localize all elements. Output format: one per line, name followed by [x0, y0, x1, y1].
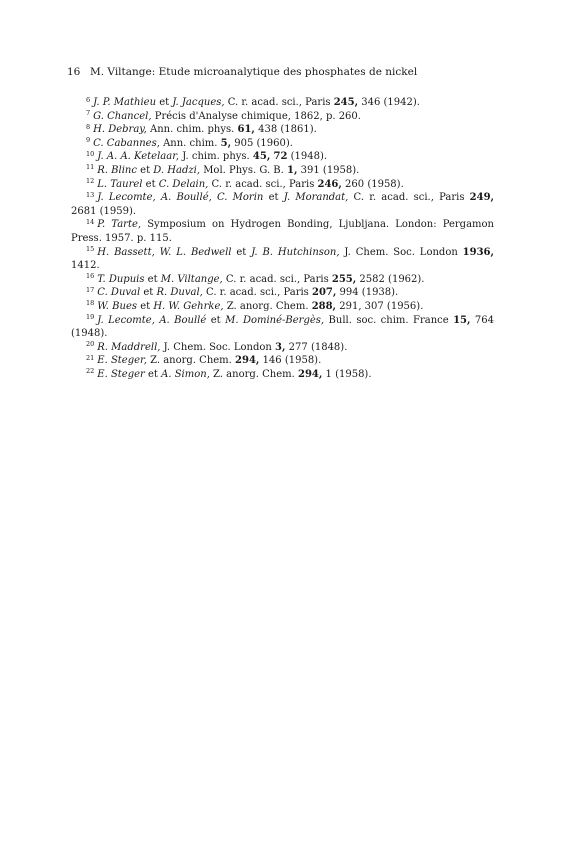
citation-text: 391 (1958). [297, 164, 360, 176]
citation-text: C. r. acad. sci., Paris [224, 97, 334, 108]
citation-text: (1948). [287, 151, 328, 163]
citation-text: 2681 (1959). [71, 205, 137, 217]
citation-text: J. chim. phys. [179, 151, 253, 163]
reference-entry [71, 96, 494, 110]
reference-number: 16 [86, 272, 95, 281]
reference-number: 10 [86, 149, 95, 158]
citation-text: 277 (1848). [285, 341, 348, 353]
reference-number: 15 [86, 245, 95, 254]
author-names: E. Steger [97, 368, 145, 380]
citation-text: Bull. soc. chim. France [324, 314, 454, 326]
reference-entry [71, 218, 494, 245]
citation-text: J. Chem. Soc. London [160, 341, 276, 353]
volume-number: 1, [287, 164, 298, 176]
reference-number: 21 [86, 353, 95, 362]
volume-number: 255, [331, 273, 357, 285]
page-number: 16 [67, 66, 81, 78]
reference-entry [71, 246, 494, 273]
volume-number: 207, [312, 287, 337, 299]
citation-text: et [137, 300, 154, 312]
author-names: A. Simon, [161, 368, 210, 380]
reference-number: 20 [86, 340, 95, 349]
reference-entry [71, 110, 494, 124]
volume-number: 15, [453, 314, 471, 326]
reference-number: 14 [86, 217, 95, 226]
author-names: J. Lecomte, A. Boullé [97, 314, 207, 326]
author-names: J. Lecomte, A. Boullé, C. Morin [97, 192, 264, 204]
author-names: R. Blinc [97, 164, 137, 176]
running-title: M. Viltange: Etude microanalytique des phosphates de nickel [90, 66, 418, 78]
citation-text: Mol. Phys. G. B. [200, 164, 288, 176]
citation-text: Précis d'Analyse chimique, 1862, p. 260. [151, 110, 361, 122]
volume-number: 245, [333, 97, 359, 108]
citation-text: 346 (1942). [358, 97, 420, 108]
citation-text: 260 (1958). [341, 178, 404, 190]
reference-number: 8 [86, 122, 91, 131]
author-names: E. Steger, [97, 355, 147, 367]
reference-number: 13 [86, 190, 95, 199]
running-header [67, 66, 507, 78]
reference-number: 18 [86, 299, 95, 308]
citation-text: 1 (1958). [322, 368, 372, 380]
citation-text: Ann. chim. [159, 137, 221, 149]
author-names: J. A. A. Ketelaar, [97, 151, 180, 163]
author-names: L. Taurel [97, 178, 143, 190]
citation-text: et [140, 287, 157, 299]
citation-text: J. Chem. Soc. London [339, 246, 463, 258]
reference-entry [71, 368, 494, 382]
reference-entry [71, 150, 494, 164]
volume-number: 246, [317, 178, 342, 190]
reference-number: 19 [86, 313, 95, 321]
reference-entry [71, 341, 494, 355]
citation-text: et [144, 368, 162, 380]
author-names: R. Maddrell, [97, 341, 161, 353]
citation-text: 905 (1960). [231, 137, 293, 149]
author-names: D. Hadzi, [153, 164, 201, 176]
citation-text: et [144, 273, 161, 285]
reference-entry [71, 286, 494, 300]
author-names: H. W. Gehrke, [153, 300, 224, 312]
reference-entry [71, 191, 494, 218]
citation-text: Symposium on Hydrogen Bonding, Ljubljana. London: Pergamon Press. 1957. p. 115. [71, 219, 494, 244]
reference-entry [71, 123, 494, 137]
volume-number: 1936, [462, 246, 494, 258]
reference-number: 9 [86, 136, 91, 145]
citation-text: C. r. acad. sci., Paris [208, 178, 318, 190]
author-names: H. Bassett, W. L. Bedwell [97, 246, 232, 258]
reference-entry [71, 300, 494, 314]
citation-text: 146 (1958). [259, 355, 322, 367]
author-names: P. Tarte, [97, 219, 142, 231]
author-names: W. Bues [97, 300, 138, 312]
citation-text: et [263, 192, 284, 204]
reference-number: 22 [86, 367, 95, 376]
author-names: C. Delain, [158, 178, 209, 190]
reference-number: 12 [86, 177, 95, 186]
reference-entry [71, 178, 494, 192]
citation-text: et [136, 164, 154, 176]
volume-number: 72 [273, 151, 288, 163]
reference-list [71, 96, 494, 381]
author-names: M. Dominé-Bergès, [225, 314, 325, 326]
citation-text: 2582 (1962). [356, 273, 425, 285]
citation-text: 291, 307 (1956). [336, 300, 424, 312]
author-names: T. Dupuis [97, 273, 145, 285]
citation-text: C. r. acad. sci., Paris [202, 287, 312, 299]
reference-number: 17 [86, 285, 95, 294]
volume-number: 61, [237, 124, 255, 136]
author-names: G. Chancel, [93, 110, 152, 122]
citation-text: Z. anorg. Chem. [209, 368, 298, 380]
reference-entry [71, 314, 494, 341]
author-names: J. B. Hutchinson, [251, 246, 340, 258]
citation-text: 764 (1948). [71, 314, 495, 340]
author-names: J. Morandat, [283, 192, 349, 204]
author-names: C. Duval [97, 287, 141, 299]
reference-number: 6 [86, 95, 91, 104]
citation-text: et [206, 314, 226, 326]
volume-number: 5, [220, 137, 232, 149]
reference-entry [71, 273, 494, 287]
volume-number: 288, [311, 300, 337, 312]
volume-number: 294, [235, 355, 260, 367]
volume-number: 294, [298, 368, 323, 380]
reference-number: 7 [86, 109, 91, 118]
citation-text: 994 (1938). [336, 287, 399, 299]
citation-text: et [231, 246, 252, 258]
volume-number: 3, [275, 341, 286, 353]
citation-text: et [156, 97, 173, 108]
author-names: R. Duval, [156, 287, 203, 299]
reference-entry [71, 354, 494, 368]
author-names: J. Jacques, [172, 97, 225, 108]
author-names: C. Cabannes, [93, 137, 160, 149]
citation-text: Z. anorg. Chem. [146, 355, 236, 367]
volume-number: 249, [469, 192, 495, 204]
citation-text: 1412. [71, 260, 100, 272]
author-names: M. Viltange, [160, 273, 223, 285]
citation-text: Z. anorg. Chem. [223, 300, 312, 312]
reference-entry [71, 137, 494, 151]
reference-number: 11 [86, 163, 95, 172]
author-names: H. Debray, [93, 124, 147, 136]
citation-text: C. r. acad. sci., Paris [222, 273, 332, 285]
citation-text: Ann. chim. phys. [146, 124, 238, 136]
citation-text: 438 (1861). [254, 124, 317, 136]
citation-text: et [142, 178, 159, 190]
author-names: J. P. Mathieu [93, 97, 157, 108]
citation-text: C. r. acad. sci., Paris [348, 192, 470, 204]
volume-number: 45, [252, 151, 271, 163]
reference-entry [71, 164, 494, 178]
